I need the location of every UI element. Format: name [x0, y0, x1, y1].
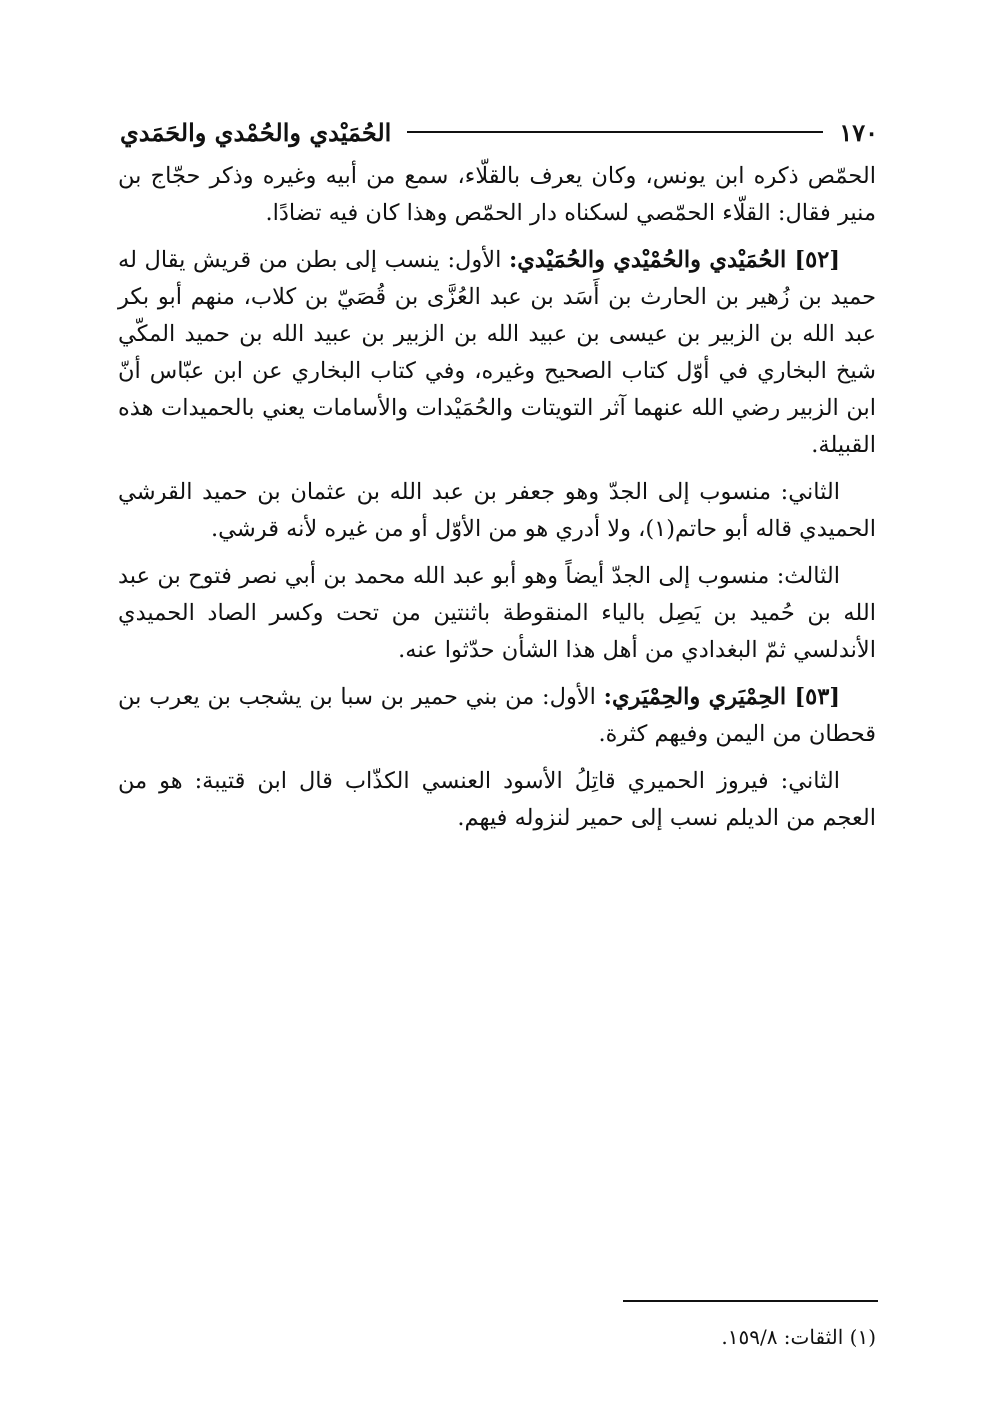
page-number: ١٧٠ [839, 117, 878, 147]
paragraph-text: الأول: ينسب إلى بطن من قريش يقال له حميد بن زُهير بن الحارث بن أَسَد بن عبد العُزَّى بن قُصَيّ بن كلاب، منهم أبو بكر عبد الله بن الزبير بن عيسى بن عبيد الله بن الزبير بن عبيد الله بن حميد المكّي شيخ البخاري في أوّل كتاب الصحيح وغيره، وفي كتاب البخاري عن ابن عبّاس أنّ ابن الزبير رضي الله عنهما آثر التويتات والحُمَيْدات والأسامات يعني بالحميدات هذه القبيلة. [118, 247, 876, 458]
paragraph-text: الثاني: منسوب إلى الجدّ وهو جعفر بن عبد الله بن عثمان بن حميد القرشي الحميدي قاله أبو حاتم(١)، ولا أدري هو من الأوّل أو من غيره لأنه قرشي. [118, 479, 876, 542]
footnote: (١) الثقات: ١٥٩/٨. [721, 1325, 876, 1349]
paragraph [118, 763, 876, 837]
paragraph-text: الثاني: فيروز الحميري قاتِلُ الأسود العنسي الكذّاب قال ابن قتيبة: هو من العجم من الديلم نسب إلى حمير لنزوله فيهم. [118, 768, 876, 831]
paragraph-text: الحمّص ذكره ابن يونس، وكان يعرف بالقلّاء، سمع من أبيه وغيره وذكر حجّاج بن منير فقال: القلّاء الحمّصي لسكناه دار الحمّص وهذا كان فيه تضادًا. [118, 163, 876, 226]
paragraph-entry-53 [118, 679, 876, 753]
paragraph-entry-52 [118, 242, 876, 464]
paragraph [118, 474, 876, 548]
page-header [120, 112, 878, 152]
entry-heading: [٥٣] الحِمْيَري والحِمْيَري: [603, 684, 840, 710]
paragraph-text: الثالث: منسوب إلى الجدّ أيضاً وهو أبو عبد الله محمد بن أبي نصر فتوح بن عبد الله بن حُميد بن يَصِل بالياء المنقوطة باثنتين من تحت وكسر الصاد الحميدي الأندلسي ثمّ البغدادي من أهل هذا الشأن حدّثوا عنه. [118, 563, 876, 663]
main-text [118, 158, 876, 847]
paragraph [118, 158, 876, 232]
paragraph-text: الأول: من بني حمير بن سبا بن يشجب بن يعرب بن قحطان من اليمن وفيهم كثرة. [118, 684, 876, 747]
footnote-rule [623, 1300, 878, 1302]
running-title: الحُمَيْدي والحُمْدي والحَمَدي [120, 117, 392, 147]
entry-heading: [٥٢] الحُمَيْدي والحُمْيْدي والحُمَيْدي: [508, 247, 840, 273]
header-rule [407, 131, 823, 133]
paragraph [118, 558, 876, 669]
